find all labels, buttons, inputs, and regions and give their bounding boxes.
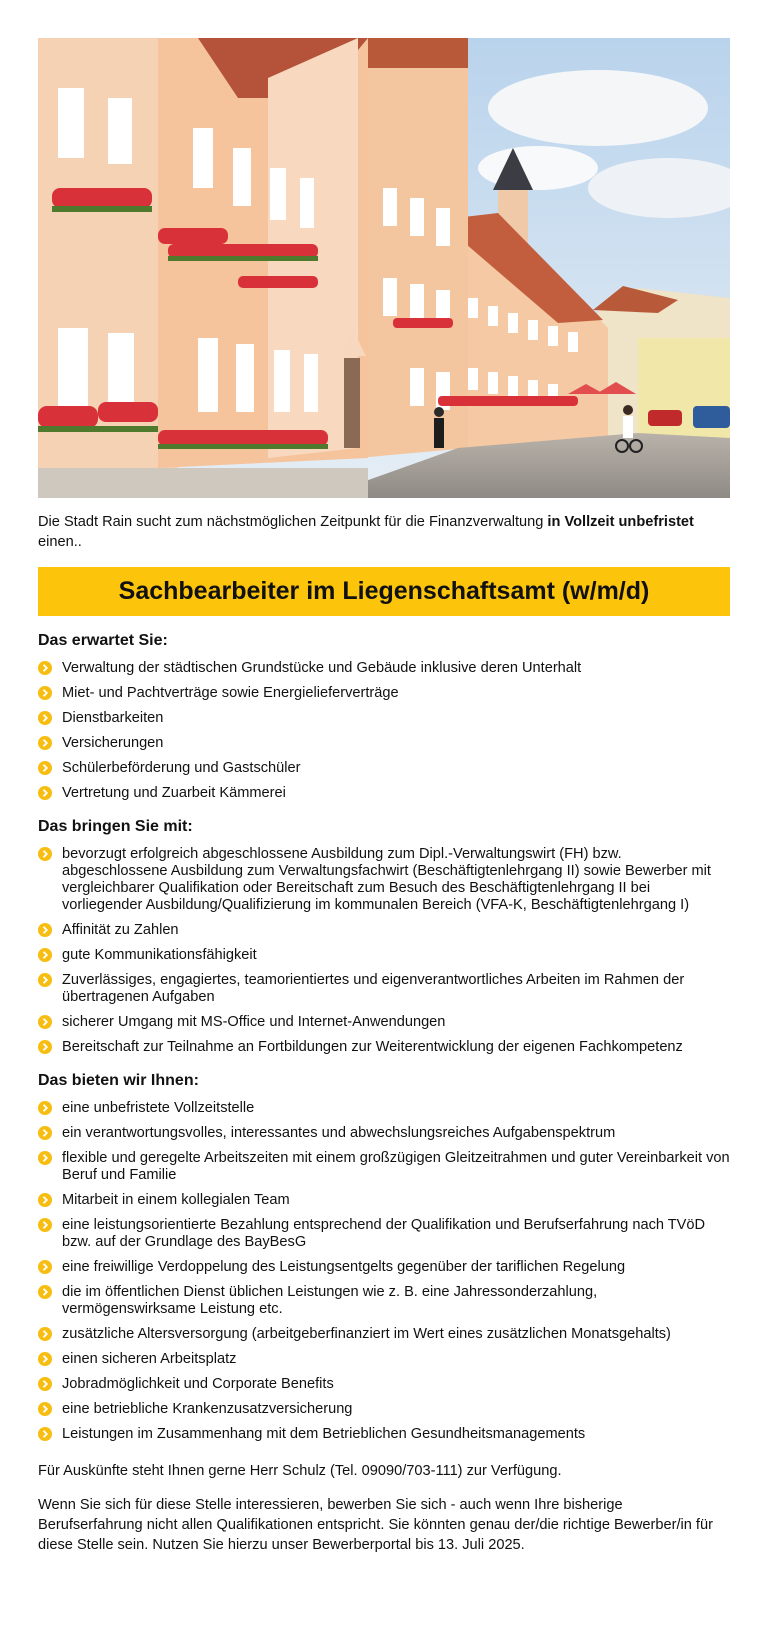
list-item (38, 1125, 730, 1142)
section-tasks (38, 630, 730, 802)
chevron-right-circle-icon (38, 1427, 52, 1441)
list-item (38, 1014, 730, 1031)
list-item-text: flexible und geregelte Arbeitszeiten mit einem großzügigen Gleitzeitrahmen und guter Vereinbarkeit von Beruf und Familie (62, 1150, 730, 1183)
chevron-right-circle-icon (38, 847, 52, 861)
chevron-right-circle-icon (38, 661, 52, 675)
chevron-right-circle-icon (38, 1327, 52, 1341)
list-item-text: Versicherungen (62, 735, 164, 751)
list-item (38, 846, 730, 914)
list-item-text: bevorzugt erfolgreich abgeschlossene Ausbildung zum Dipl.-Verwaltungswirt (FH) bzw. abgeschlossene Ausbildung zum Verwaltungsfachwirt (Beschäftigtenlehrgang II) sowie Bewerber mit vergleichbarer Qualifikation oder Bereitschaft zum Besuch des Beschäftigtenlehrgang II bei vorliegender Ausbildung/Qualifizierung im kommunalen Bereich (VFA-K, Beschäftigtenlehrgang I) (62, 846, 711, 913)
list-item-text: Bereitschaft zur Teilnahme an Fortbildungen zur Weiterentwicklung der eigenen Fachkompetenz (62, 1039, 683, 1055)
list-item (38, 1284, 730, 1318)
list-item-text: Vertretung und Zuarbeit Kämmerei (62, 785, 286, 801)
list-item-text: Miet- und Pachtverträge sowie Energielieferverträge (62, 685, 399, 701)
chevron-right-circle-icon (38, 973, 52, 987)
chevron-right-circle-icon (38, 761, 52, 775)
list-item (38, 922, 730, 939)
list-item-text: zusätzliche Altersversorgung (arbeitgeberfinanziert im Wert eines zusätzlichen Monatsgehalts) (62, 1326, 671, 1342)
benefits-list (38, 1100, 730, 1443)
list-item-text: eine betriebliche Krankenzusatzversicherung (62, 1401, 353, 1417)
list-item-text: die im öffentlichen Dienst üblichen Leistungen wie z. B. eine Jahressonderzahlung, vermögenswirksame Leistung etc. (62, 1284, 598, 1317)
chevron-right-circle-icon (38, 1193, 52, 1207)
chevron-right-circle-icon (38, 1377, 52, 1391)
chevron-right-circle-icon (38, 1218, 52, 1232)
hero-image (38, 38, 730, 498)
list-item-text: Verwaltung der städtischen Grundstücke und Gebäude inklusive deren Unterhalt (62, 660, 582, 676)
list-item-text: Affinität zu Zahlen (62, 922, 179, 938)
list-item (38, 785, 730, 802)
list-item (38, 1217, 730, 1251)
list-item-text: eine leistungsorientierte Bezahlung entsprechend der Qualifikation und Berufserfahrung nach TVöD bzw. auf der Grundlage des BayBesG (62, 1217, 706, 1250)
list-item-text: ein verantwortungsvolles, interessantes und abwechslungsreiches Aufgabenspektrum (62, 1125, 616, 1141)
chevron-right-circle-icon (38, 1151, 52, 1165)
list-item (38, 1039, 730, 1056)
list-item-text: einen sicheren Arbeitsplatz (62, 1351, 237, 1367)
list-item-text: gute Kommunikationsfähigkeit (62, 947, 257, 963)
section-heading: Das bringen Sie mit: (38, 818, 193, 835)
list-item-text: eine freiwillige Verdoppelung des Leistungsentgelts gegenüber der tariflichen Regelung (62, 1259, 626, 1275)
list-item (38, 972, 730, 1006)
list-item (38, 1326, 730, 1343)
job-details (38, 630, 730, 1569)
list-item-text: Leistungen im Zusammenhang mit dem Betrieblichen Gesundheitsmanagements (62, 1426, 586, 1442)
list-item-text: Schülerbeförderung und Gastschüler (62, 760, 301, 776)
list-item (38, 735, 730, 752)
list-item-text: Jobradmöglichkeit und Corporate Benefits (62, 1376, 334, 1392)
section-benefits (38, 1070, 730, 1443)
task-list (38, 660, 730, 802)
list-item-text: Mitarbeit in einem kollegialen Team (62, 1192, 290, 1208)
chevron-right-circle-icon (38, 1352, 52, 1366)
list-item-text: Zuverlässiges, engagiertes, teamorientiertes und eigenverantwortliches Arbeiten im Rahmen der übertragenen Aufgaben (62, 972, 685, 1005)
list-item (38, 685, 730, 702)
list-item-text: eine unbefristete Vollzeitstelle (62, 1100, 255, 1116)
list-item (38, 1351, 730, 1368)
list-item (38, 947, 730, 964)
chevron-right-circle-icon (38, 736, 52, 750)
list-item-text: sicherer Umgang mit MS-Office und Internet-Anwendungen (62, 1014, 446, 1030)
list-item-text: Dienstbarkeiten (62, 710, 164, 726)
chevron-right-circle-icon (38, 686, 52, 700)
list-item (38, 710, 730, 727)
section-requirements (38, 816, 730, 1056)
chevron-right-circle-icon (38, 1260, 52, 1274)
chevron-right-circle-icon (38, 1101, 52, 1115)
list-item (38, 760, 730, 777)
chevron-right-circle-icon (38, 1126, 52, 1140)
list-item (38, 1426, 730, 1443)
job-title-banner (38, 567, 730, 616)
intro-text (38, 512, 730, 552)
chevron-right-circle-icon (38, 1285, 52, 1299)
list-item (38, 1100, 730, 1117)
contact-info: Für Auskünfte steht Ihnen gerne Herr Schulz (Tel. 09090/703-111) zur Verfügung. (38, 1463, 562, 1479)
chevron-right-circle-icon (38, 948, 52, 962)
list-item (38, 1259, 730, 1276)
chevron-right-circle-icon (38, 923, 52, 937)
requirements-list (38, 846, 730, 1056)
chevron-right-circle-icon (38, 786, 52, 800)
list-item (38, 1401, 730, 1418)
section-heading: Das bieten wir Ihnen: (38, 1072, 199, 1089)
section-heading: Das erwartet Sie: (38, 632, 168, 649)
intro-text-start: Die Stadt Rain sucht zum nächstmöglichen Zeitpunkt für die Finanzverwaltung (38, 514, 548, 530)
list-item (38, 1192, 730, 1209)
list-item (38, 1150, 730, 1184)
list-item (38, 1376, 730, 1393)
closing-text: Wenn Sie sich für diese Stelle interessieren, bewerben Sie sich - auch wenn Ihre bisherige Berufserfahrung nicht allen Qualifikationen entspricht. Sie könnten genau der/die richtige Bewerber/in für diese Stelle sein. Nutzen Sie hierzu unser Bewerberportal bis 13. Juli 2025. (38, 1497, 713, 1553)
intro-text-end: einen.. (38, 534, 82, 550)
intro-text-emphasis: in Vollzeit unbefristet (547, 514, 694, 530)
chevron-right-circle-icon (38, 1040, 52, 1054)
job-title: Sachbearbeiter im Liegenschaftsamt (w/m/d) (118, 577, 650, 605)
list-item (38, 660, 730, 677)
chevron-right-circle-icon (38, 1402, 52, 1416)
chevron-right-circle-icon (38, 711, 52, 725)
chevron-right-circle-icon (38, 1015, 52, 1029)
